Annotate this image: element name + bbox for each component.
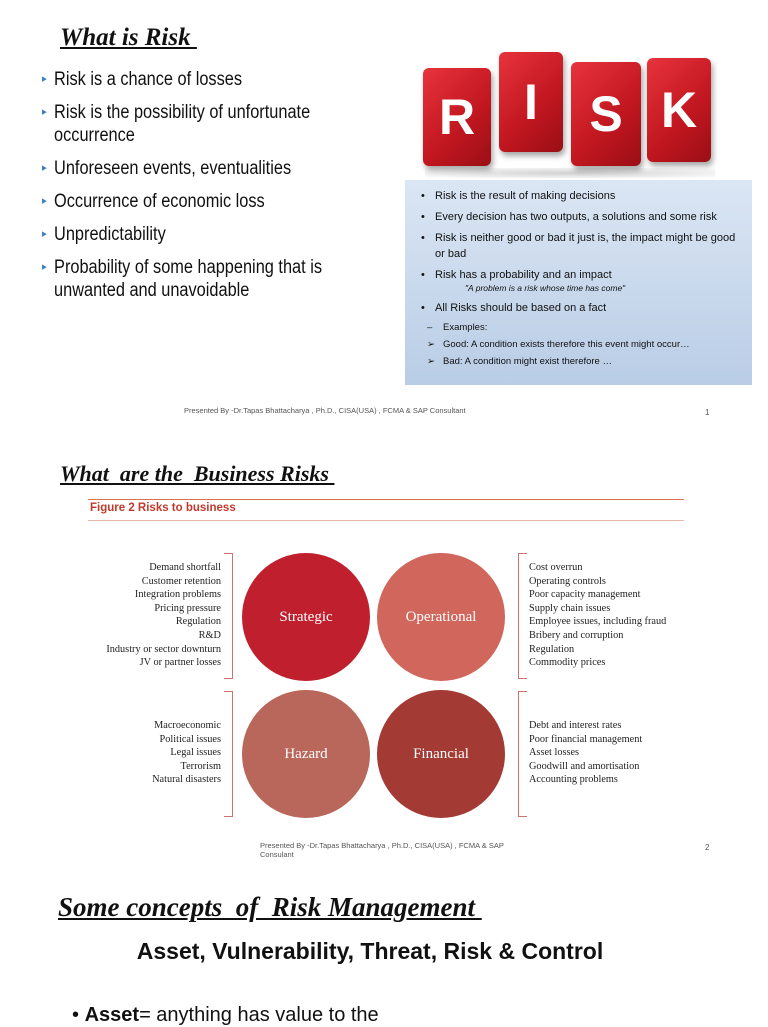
list-item: Debt and interest rates: [529, 720, 622, 731]
list-item: • Asset= anything has value to the: [72, 1004, 379, 1026]
figure-title-rule: [88, 520, 684, 521]
page-number: 2: [705, 843, 710, 852]
operational-circle: Operational: [377, 553, 505, 681]
bullet-dot-icon: •: [72, 1004, 80, 1026]
list-item: • All Risks should be based on a fact: [419, 300, 746, 316]
list-item: Supply chain issues: [529, 602, 611, 614]
bracket: [224, 553, 233, 679]
example-bad: ➢ Bad: A condition might exist therefore …: [427, 356, 612, 367]
strategic-risk-list: [60, 561, 221, 670]
operational-risk-list: [529, 561, 666, 670]
arrow-bullet-icon: ▸: [42, 195, 47, 207]
list-item: Terrorism: [180, 760, 221, 772]
slide-3: [0, 880, 768, 1024]
list-item: Demand shortfall: [149, 562, 221, 573]
list-item: Natural disasters: [152, 774, 221, 786]
list-item: Poor financial management: [529, 733, 643, 745]
financial-risk-list: [529, 719, 642, 787]
example-good: ➢ Good: A condition exists therefore this event might occur…: [427, 339, 690, 350]
figure-top-rule: [88, 499, 684, 500]
list-item: Cost overrun: [529, 562, 583, 573]
risk-block-i: I: [499, 52, 563, 152]
blocks-shadow: [425, 168, 715, 178]
risk-block-s: S: [571, 62, 641, 166]
list-item: Macroeconomic: [154, 720, 221, 731]
arrow-bullet-icon: ▸: [42, 261, 47, 273]
bracket: [518, 691, 527, 817]
financial-circle: Financial: [377, 690, 505, 818]
list-item: ▸ Probability of some happening that is unwanted and unavoidable: [42, 257, 323, 301]
list-item: Industry or sector downturn: [106, 643, 221, 655]
list-item: ▸ Occurrence of economic loss: [42, 191, 265, 212]
list-item: ▸ Risk is a chance of losses: [42, 69, 243, 90]
list-item: Bribery and corruption: [529, 629, 624, 641]
list-item: Regulation: [175, 616, 221, 628]
bracket: [518, 553, 527, 679]
list-item: Employee issues, including fraud: [529, 616, 667, 628]
hazard-risk-list: [80, 719, 221, 787]
hazard-circle: Hazard: [242, 690, 370, 818]
examples-label: – Examples:: [427, 322, 488, 333]
page-number: 1: [705, 408, 710, 417]
risk-quote: "A problem is a risk whose time has come": [465, 283, 626, 293]
list-item: • Risk is neither good or bad it just is, the impact might be good or bad: [419, 230, 746, 262]
list-item: Pricing pressure: [154, 602, 221, 614]
risk-blocks-image: [415, 50, 715, 178]
slide-1: [0, 0, 768, 430]
risk-definition-list: [42, 68, 382, 312]
list-item: Political issues: [159, 733, 221, 745]
risk-block-k: K: [647, 58, 711, 162]
list-item: Asset losses: [529, 747, 580, 759]
slide-title: Some concepts of Risk Management: [58, 892, 482, 922]
list-item: ▸ Unpredictability: [42, 224, 166, 245]
arrowhead-icon: ➢: [427, 356, 435, 367]
list-item: Customer retention: [141, 575, 221, 587]
list-item: Integration problems: [134, 589, 221, 601]
list-item: Goodwill and amortisation: [529, 760, 640, 772]
list-item: Operating controls: [529, 575, 606, 587]
arrow-bullet-icon: ▸: [42, 228, 47, 240]
arrow-bullet-icon: ▸: [42, 73, 47, 85]
slide-subtitle: Asset, Vulnerability, Threat, Risk & Control: [136, 938, 604, 964]
list-item: Legal issues: [170, 747, 221, 759]
list-item: Commodity prices: [529, 657, 606, 669]
arrow-bullet-icon: ▸: [42, 106, 47, 118]
slide-title: What is Risk: [60, 24, 197, 51]
slide-footer: Presented By -Dr.Tapas Bhattacharya , Ph.D., CISA(USA) , FCMA & SAP Consulant: [260, 841, 504, 859]
risk-block-r: R: [423, 68, 491, 166]
list-item: ▸ Unforeseen events, eventualities: [42, 158, 292, 179]
list-item: Regulation: [529, 643, 575, 655]
list-item: JV or partner losses: [139, 657, 221, 669]
list-item: • Risk is the result of making decisions: [419, 188, 746, 204]
list-item: ▸ Risk is the possibility of unfortunate occurrence: [42, 102, 311, 146]
slide-2: [0, 445, 768, 870]
arrowhead-icon: ➢: [427, 339, 435, 350]
list-item: R&D: [198, 629, 221, 641]
list-item: Accounting problems: [529, 774, 618, 786]
arrow-bullet-icon: ▸: [42, 162, 47, 174]
slide-footer: Presented By -Dr.Tapas Bhattacharya , Ph.D., CISA(USA) , FCMA & SAP Consultant: [184, 406, 466, 415]
list-item: • Every decision has two outputs, a solutions and some risk: [419, 209, 746, 225]
list-item: Poor capacity management: [529, 589, 641, 601]
strategic-circle: Strategic: [242, 553, 370, 681]
slide-title: What are the Business Risks: [60, 461, 335, 486]
risk-facts-box: [405, 180, 752, 385]
list-item: • Risk has a probability and an impact: [419, 267, 746, 283]
bracket: [224, 691, 233, 817]
figure-title: Figure 2 Risks to business: [90, 502, 236, 514]
